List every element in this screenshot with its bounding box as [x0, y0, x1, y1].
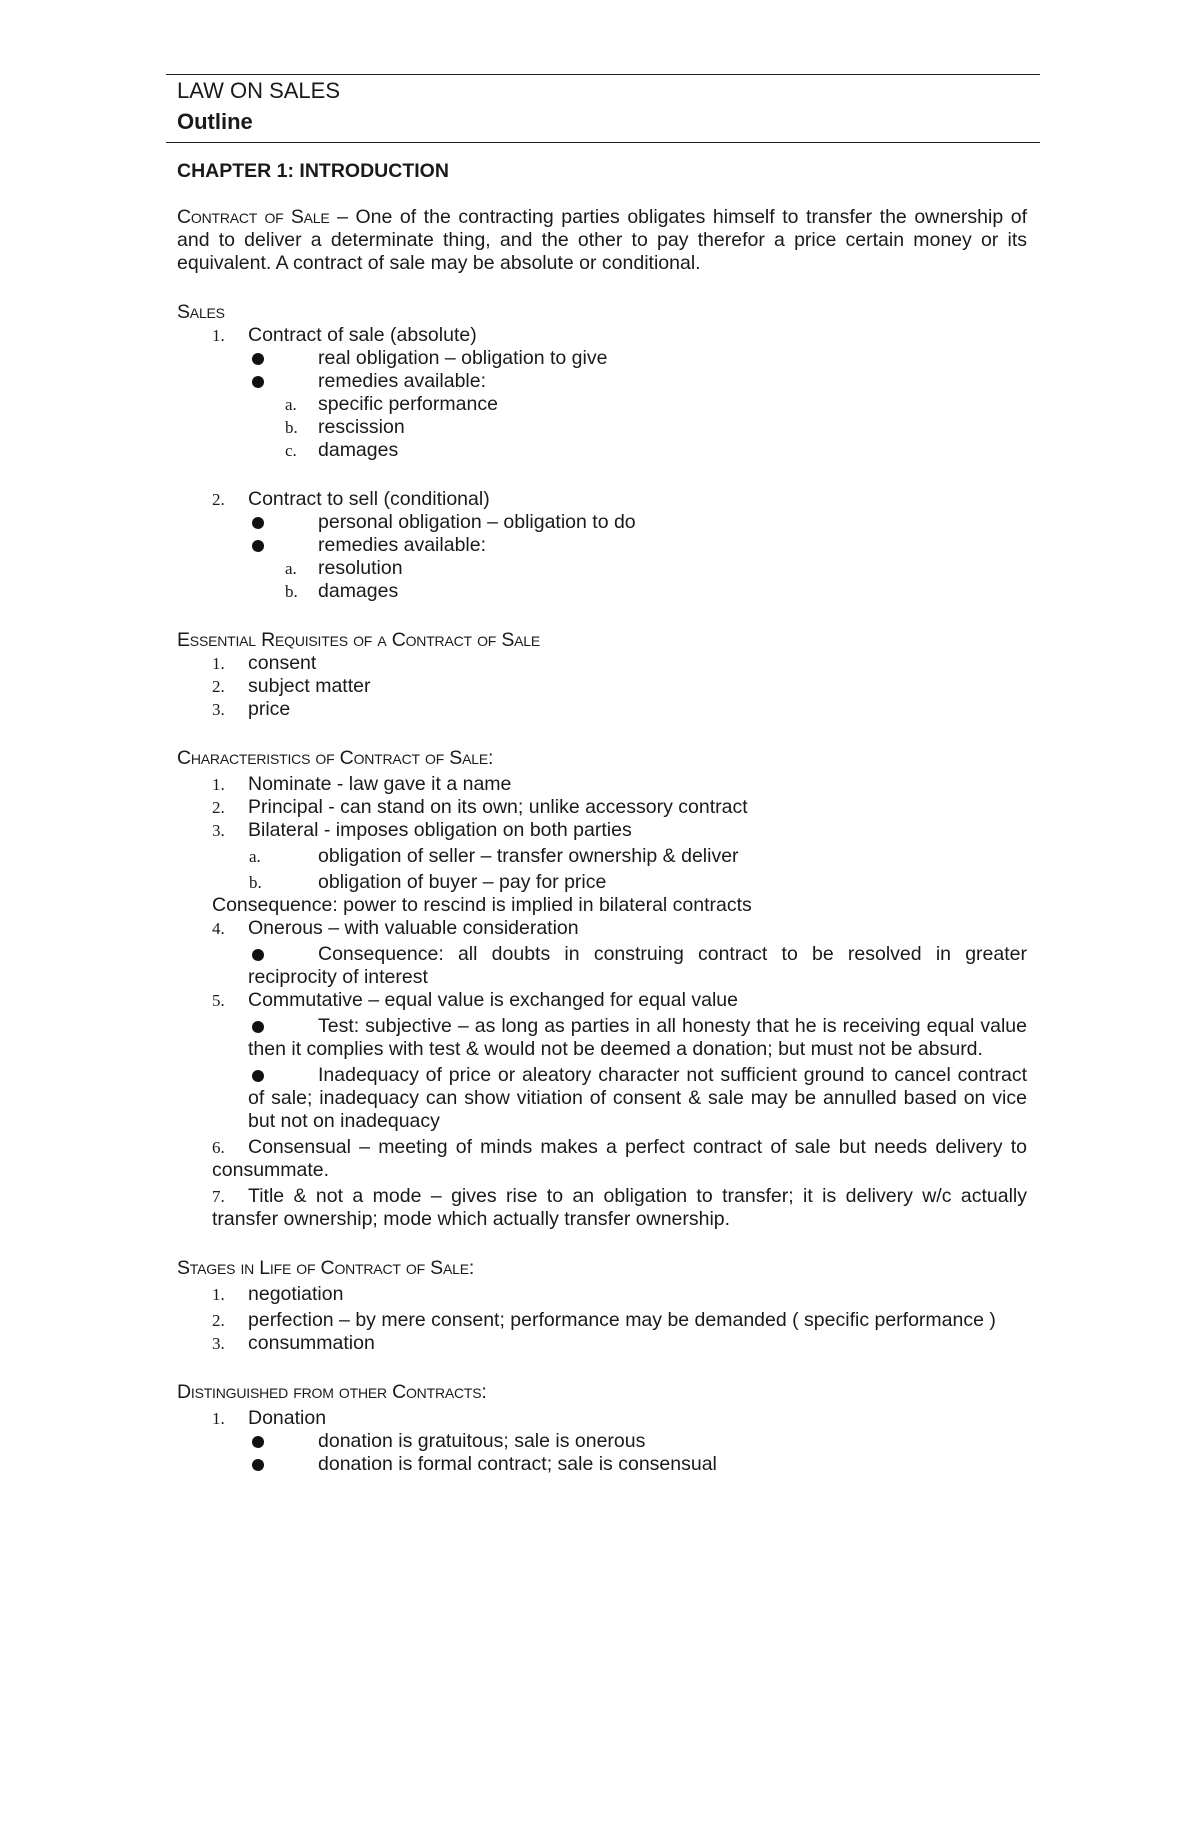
- stages-heading: Stages in Life of Contract of Sale:: [177, 1257, 475, 1279]
- list-item: 2. perfection – by mere consent; performance may be demanded ( specific performance ): [212, 1309, 996, 1331]
- list-item: Consequence: all doubts in construing contract to be resolved in greater reciprocity of interest: [248, 943, 1027, 988]
- bullet-icon: [252, 376, 264, 388]
- list-item: 1. Donation: [212, 1407, 327, 1429]
- bullet-icon: [252, 517, 264, 529]
- list-item: donation is formal contract; sale is consensual: [177, 1453, 1027, 1476]
- list-item: Test: subjective – as long as parties in all honesty that he is receiving equal value then it complies with test & would not be deemed a donation; but must not be absurd.: [248, 1015, 1027, 1060]
- bullet-icon: [252, 949, 264, 961]
- sales-heading: Sales: [177, 301, 225, 323]
- list-item: b. rescission: [285, 416, 405, 438]
- requisites-heading: Essential Requisites of a Contract of Sale: [177, 629, 541, 651]
- characteristics-heading: Characteristics of Contract of Sale:: [177, 747, 494, 769]
- list-item: 5. Commutative – equal value is exchanged for equal value: [212, 989, 738, 1011]
- intro-text: – One of the contracting parties obligates himself to transfer the ownership of and to deliver a determinate thing, and the other to pay therefor a price certain money or its equivalent. A contract of sale may be absolute or conditional.: [177, 206, 1028, 274]
- bullet-icon: [252, 1459, 264, 1471]
- list-item: remedies available:: [177, 370, 1027, 393]
- document-subtitle: Outline: [177, 109, 253, 134]
- list-item: 1. consent: [212, 652, 317, 674]
- list-item: 3. consummation: [212, 1332, 375, 1354]
- distinguished-heading: Distinguished from other Contracts:: [177, 1381, 487, 1403]
- bullet-icon: [252, 540, 264, 552]
- list-item: real obligation – obligation to give: [177, 347, 1027, 370]
- list-item: a. resolution: [285, 557, 403, 579]
- list-item: 7. Title & not a mode – gives rise to an obligation to transfer; it is delivery w/c actually transfer ownership; mode which actually transfer ownership.: [212, 1185, 1027, 1230]
- list-item: 3. price: [212, 698, 291, 720]
- chapter-heading: CHAPTER 1: INTRODUCTION: [177, 160, 449, 182]
- list-item: 1. Contract of sale (absolute): [212, 324, 477, 346]
- list-item: 1. Nominate - law gave it a name: [212, 773, 512, 795]
- bullet-icon: [252, 1436, 264, 1448]
- bullet-icon: [252, 353, 264, 365]
- list-item: remedies available:: [177, 534, 1027, 557]
- bullet-icon: [252, 1021, 264, 1033]
- top-rule: [166, 74, 1040, 75]
- document-body: [177, 160, 1027, 1476]
- list-item: 3. Bilateral - imposes obligation on both parties: [212, 819, 632, 841]
- document-title: LAW ON SALES: [177, 78, 341, 103]
- list-item: donation is gratuitous; sale is onerous: [177, 1430, 1027, 1453]
- list-item: a. specific performance: [285, 393, 498, 415]
- list-item: Inadequacy of price or aleatory character not sufficient ground to cancel contract of sale; inadequacy can show vitiation of consent & sale may be annulled based on vice but not on inadequacy: [248, 1064, 1027, 1132]
- list-item: 6. Consensual – meeting of minds makes a perfect contract of sale but needs delivery to consummate.: [212, 1136, 1027, 1181]
- list-item: 1. negotiation: [212, 1283, 344, 1305]
- intro-paragraph: [177, 206, 1027, 275]
- list-item: 2. subject matter: [212, 675, 371, 697]
- bilateral-consequence: Consequence: power to rescind is implied in bilateral contracts: [212, 894, 752, 916]
- list-item: b. obligation of buyer – pay for price: [249, 871, 607, 893]
- list-item: 2. Principal - can stand on its own; unlike accessory contract: [212, 796, 748, 818]
- bullet-icon: [252, 1070, 264, 1082]
- bottom-rule: [166, 142, 1040, 143]
- intro-term: Contract of Sale: [177, 206, 330, 228]
- list-item: c. damages: [285, 439, 399, 461]
- list-item: 4. Onerous – with valuable consideration: [212, 917, 579, 939]
- list-item: b. damages: [285, 580, 399, 602]
- list-item: personal obligation – obligation to do: [177, 511, 1027, 534]
- list-item: 2. Contract to sell (conditional): [212, 488, 490, 510]
- list-item: a. obligation of seller – transfer ownership & deliver: [249, 845, 739, 867]
